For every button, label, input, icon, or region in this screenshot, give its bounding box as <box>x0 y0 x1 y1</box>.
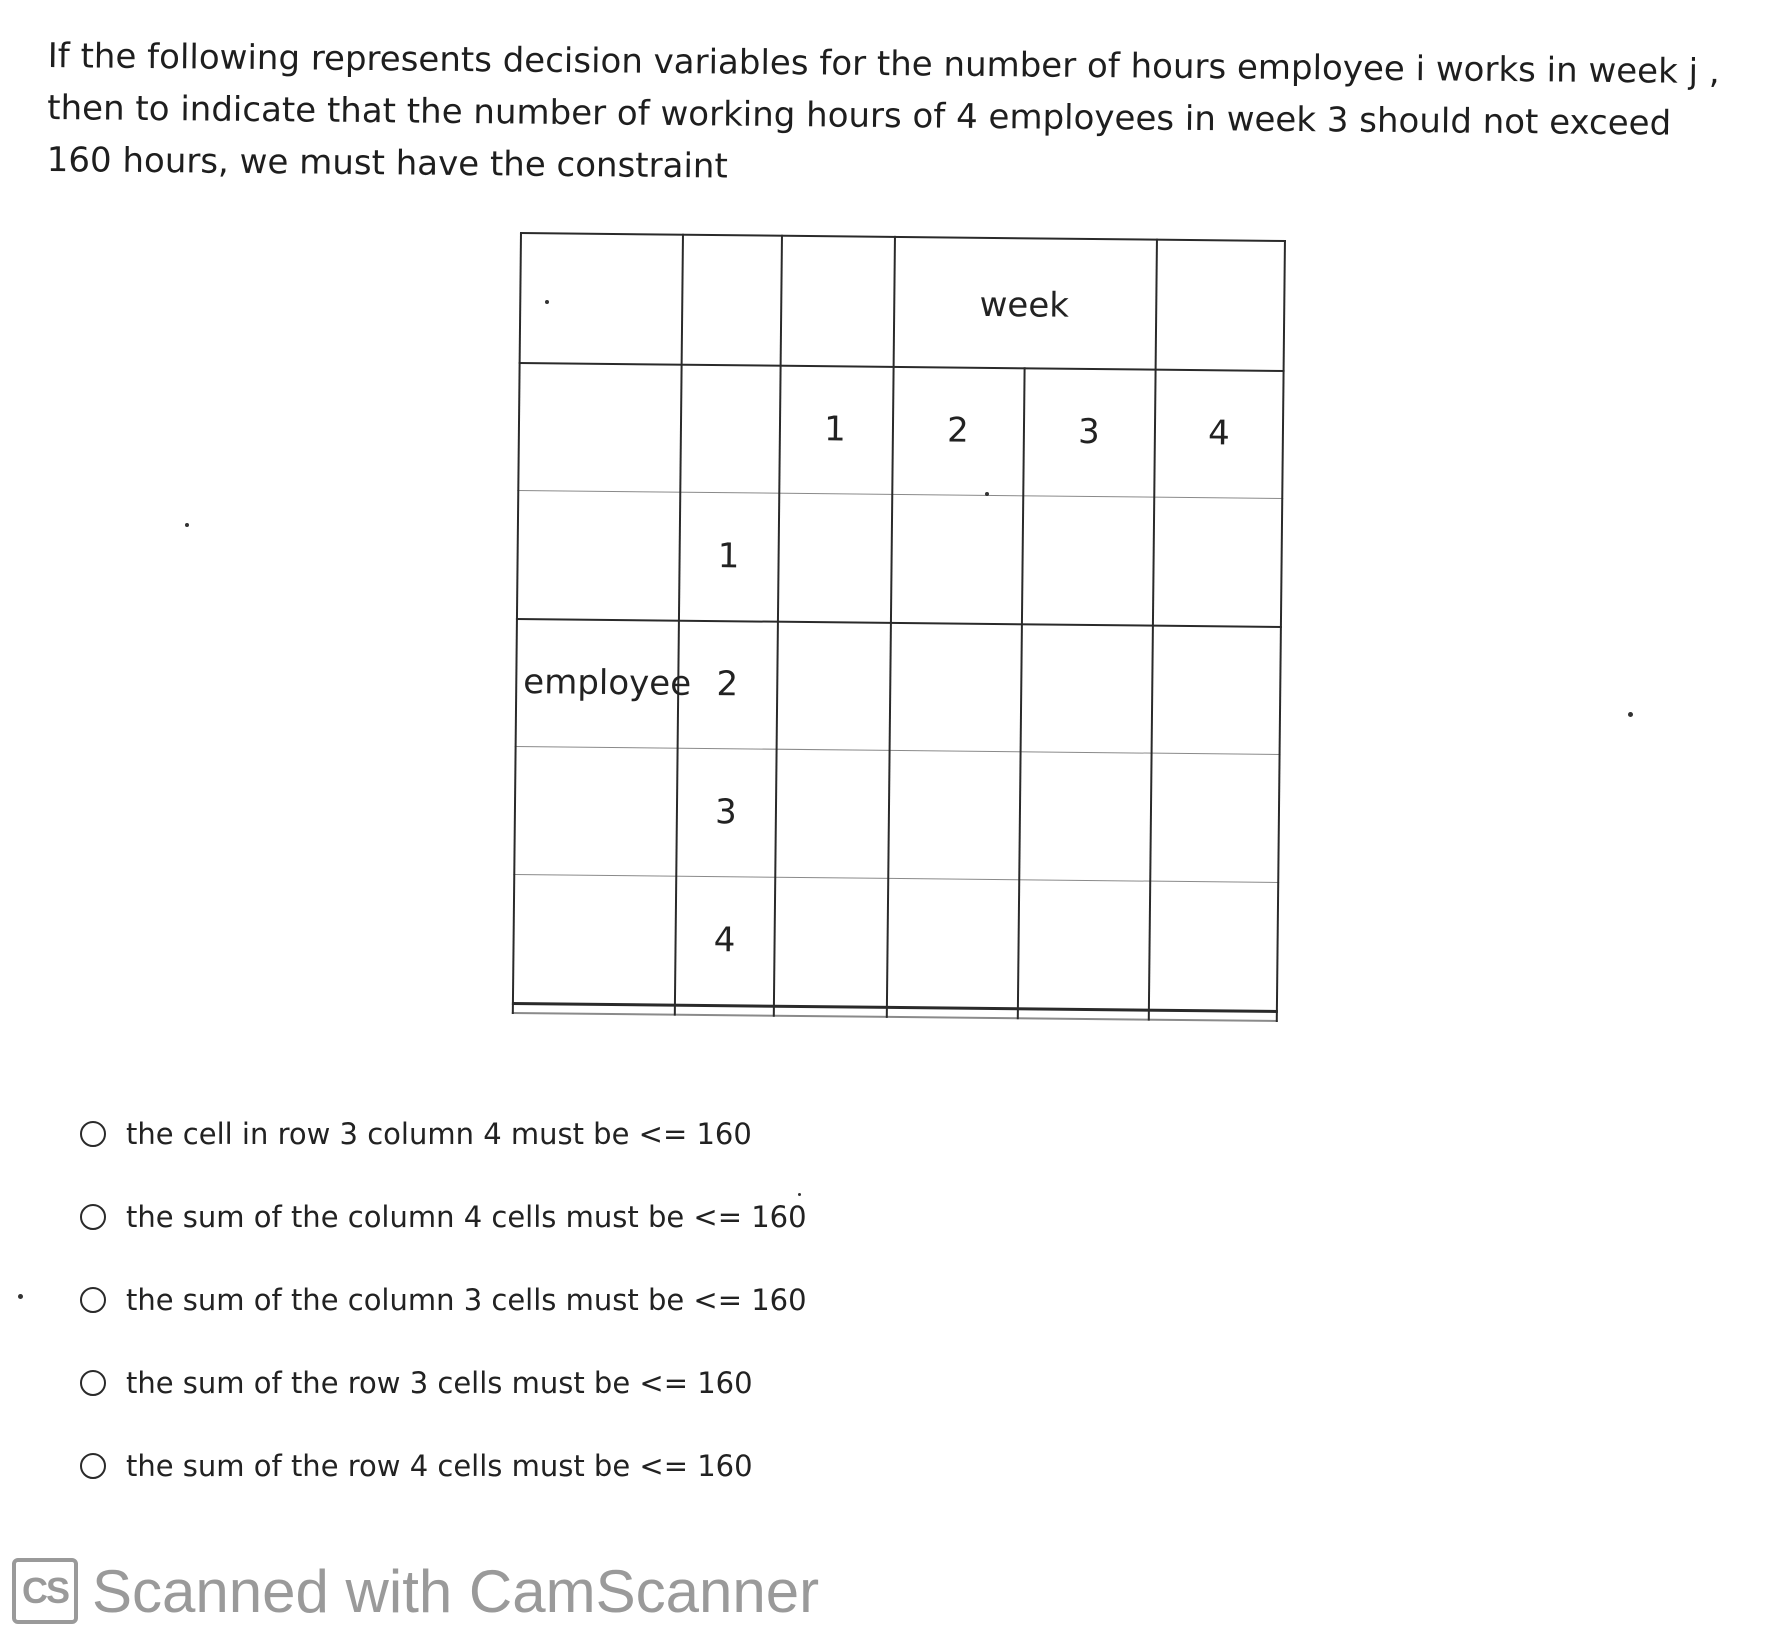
table-border-bottom-double <box>512 1012 1278 1022</box>
answer-option[interactable] <box>80 1341 980 1424</box>
radio-button-icon[interactable] <box>80 1287 106 1313</box>
week-header: week <box>979 284 1070 326</box>
table-line <box>886 236 896 1018</box>
radio-button-icon[interactable] <box>80 1453 106 1479</box>
table-line <box>674 234 684 1016</box>
scan-speck <box>18 1294 23 1299</box>
employee-number: 3 <box>714 792 737 833</box>
answer-option[interactable] <box>80 1175 980 1258</box>
option-label: the sum of the column 4 cells must be <= 160 <box>126 1199 807 1234</box>
employee-number: 2 <box>716 664 739 705</box>
answer-option[interactable] <box>80 1092 980 1175</box>
radio-button-icon[interactable] <box>80 1121 106 1147</box>
table-line <box>516 618 1282 628</box>
answer-option[interactable] <box>80 1258 980 1341</box>
radio-button-icon[interactable] <box>80 1370 106 1396</box>
answer-options <box>80 1092 980 1507</box>
table-line <box>517 490 1283 499</box>
scan-speck <box>545 300 549 304</box>
employee-number: 1 <box>717 536 740 577</box>
table-line <box>515 746 1281 755</box>
question-text: If the following represents decision variables for the number of hours employee i works in week j , then to indicate that the number of working hours of 4 employees in week 3 should not exceed 160 hours, we must have the constraint <box>46 35 1720 187</box>
camscanner-logo-icon: CS <box>12 1558 78 1624</box>
radio-button-icon[interactable] <box>80 1204 106 1230</box>
employee-header: employee <box>523 662 692 704</box>
scan-speck <box>798 1193 801 1196</box>
camscanner-watermark <box>12 1556 819 1626</box>
week-number: 1 <box>823 409 846 450</box>
table-border-left <box>512 232 522 1014</box>
table-border-right <box>1276 240 1286 1022</box>
table-border-bottom <box>512 1002 1278 1013</box>
table-line <box>1148 239 1158 1021</box>
watermark-text: Scanned with CamScanner <box>92 1557 820 1625</box>
hours-table <box>512 232 1286 1040</box>
week-number: 3 <box>1077 411 1100 453</box>
week-number: 2 <box>946 410 969 451</box>
option-label: the sum of the row 4 cells must be <= 160 <box>126 1448 753 1483</box>
scan-speck <box>185 523 189 527</box>
table-line <box>1017 367 1026 1019</box>
scan-speck <box>1628 712 1633 717</box>
option-label: the sum of the row 3 cells must be <= 160 <box>126 1365 753 1400</box>
employee-number: 4 <box>713 920 736 961</box>
scan-speck <box>985 492 989 496</box>
table-line <box>773 235 783 1017</box>
option-label: the cell in row 3 column 4 must be <= 160 <box>126 1116 752 1151</box>
table-line <box>519 362 1285 372</box>
table-line <box>513 874 1279 883</box>
option-label: the sum of the column 3 cells must be <= 160 <box>126 1282 807 1317</box>
answer-option[interactable] <box>80 1424 980 1507</box>
week-number: 4 <box>1207 413 1230 454</box>
table-border-top <box>520 232 1286 242</box>
